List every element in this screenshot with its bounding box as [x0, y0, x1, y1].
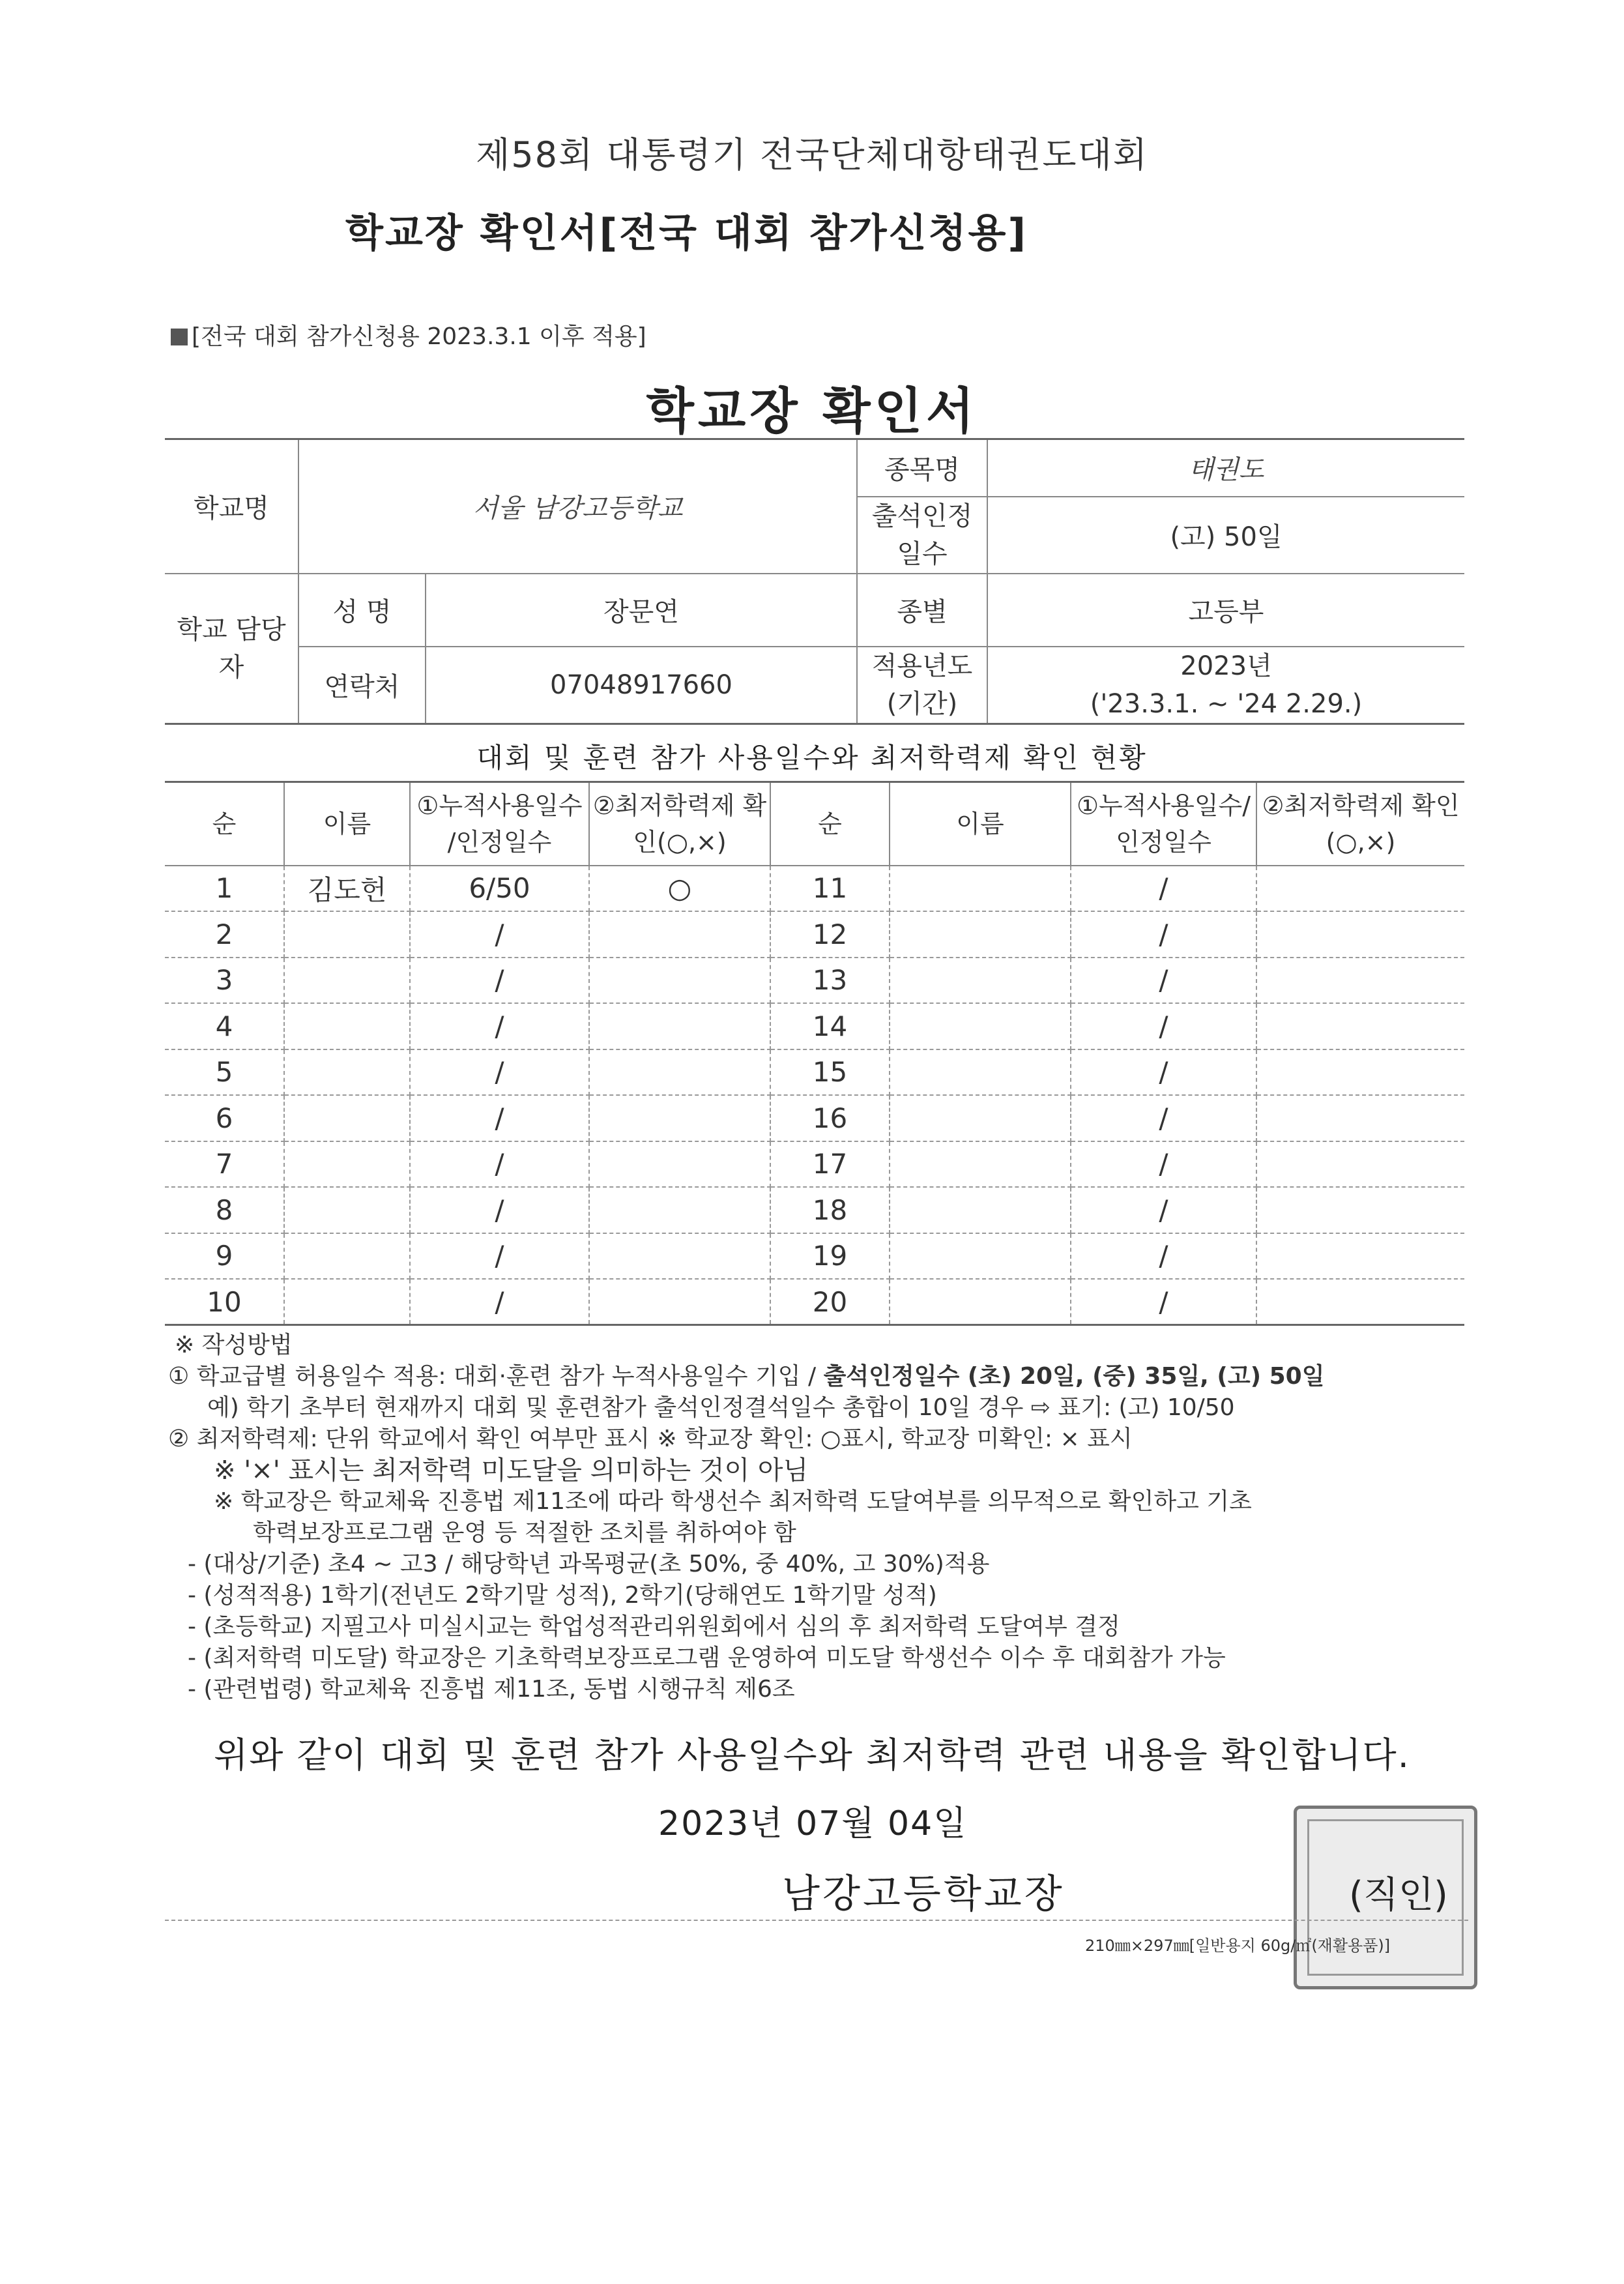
row-minimum-left	[589, 1003, 770, 1049]
row-days-right: /	[1071, 958, 1256, 1004]
row-minimum-left	[589, 911, 770, 958]
school-label: 학교명	[165, 439, 298, 574]
row-name-left	[284, 1233, 410, 1280]
row-minimum-right	[1256, 1141, 1464, 1188]
row-minimum-right	[1256, 1187, 1464, 1233]
row-days-right: /	[1071, 1095, 1256, 1141]
row-minimum-left	[589, 1095, 770, 1141]
principal-name: 남강고등학교장	[782, 1871, 1065, 1917]
method-line-1	[168, 1361, 1472, 1392]
attendance-label: 출석인정 일수	[857, 497, 987, 574]
table-row	[165, 911, 1464, 958]
table-row	[165, 958, 1464, 1004]
row-no-left: 2	[165, 911, 284, 958]
name-label: 성 명	[298, 574, 426, 647]
row-minimum-left	[589, 1279, 770, 1325]
row-name-right	[890, 1141, 1071, 1188]
row-no-right: 14	[770, 1003, 890, 1049]
row-name-left: 김도헌	[284, 866, 410, 912]
roster-header-row	[165, 782, 1464, 866]
row-days-left: /	[410, 1187, 589, 1233]
row-days-right: /	[1071, 866, 1256, 912]
row-no-right: 19	[770, 1233, 890, 1280]
table-row	[165, 1187, 1464, 1233]
row-minimum-left	[589, 1141, 770, 1188]
year-value: 2023년	[1180, 651, 1272, 681]
header-minimum-right: ②최저학력제 확인(○,×)	[1256, 782, 1464, 866]
method-line-1-text: ① 학교급별 허용일수 적용: 대회·훈련 참가 누적사용일수 기입 /	[168, 1363, 824, 1390]
row-no-left: 6	[165, 1095, 284, 1141]
footer-divider	[165, 1920, 1468, 1921]
row-no-left: 10	[165, 1279, 284, 1325]
row-minimum-left	[589, 958, 770, 1004]
row-days-left: /	[410, 911, 589, 958]
row-name-right	[890, 958, 1071, 1004]
row-no-right: 20	[770, 1279, 890, 1325]
row-minimum-right	[1256, 1279, 1464, 1325]
method-line-1-bold: 출석인정일수 (초) 20일, (중) 35일, (고) 50일	[823, 1363, 1325, 1390]
writing-method	[168, 1330, 1472, 1705]
paper-spec: 210㎜×297㎜[일반용지 60g/㎡(재활용품)]	[1085, 1937, 1391, 1955]
contact-person-label: 학교 담당자	[165, 574, 298, 724]
table-row	[165, 1049, 1464, 1096]
row-no-left: 5	[165, 1049, 284, 1096]
document-title: 학교장 확인서[전국 대회 참가신청용]	[345, 211, 1028, 256]
header-days-right: ①누적사용일수/ 인정일수	[1071, 782, 1256, 866]
row-no-right: 17	[770, 1141, 890, 1188]
school-value: 서울 남강고등학교	[298, 439, 857, 574]
row-days-right: /	[1071, 1003, 1256, 1049]
row-minimum-right	[1256, 1049, 1464, 1096]
row-name-right	[890, 911, 1071, 958]
method-title: ※ 작성방법	[175, 1332, 293, 1358]
phone-label: 연락처	[298, 647, 426, 724]
method-line-9: - (초등학교) 지필고사 미실시교는 학업성적관리위원회에서 심의 후 최저학력 도달여부 결정	[188, 1613, 1120, 1640]
row-name-left	[284, 1095, 410, 1141]
row-minimum-right	[1256, 958, 1464, 1004]
row-days-right: /	[1071, 1141, 1256, 1188]
row-minimum-right	[1256, 1233, 1464, 1280]
row-days-right: /	[1071, 1233, 1256, 1280]
header-days-left: ①누적사용일수 /인정일수	[410, 782, 589, 866]
row-days-right: /	[1071, 1187, 1256, 1233]
confirm-date: 2023년 07월 04일	[658, 1804, 968, 1843]
table-row	[165, 1095, 1464, 1141]
row-name-right	[890, 866, 1071, 912]
method-line-10: - (최저학력 미도달) 학교장은 기초학력보장프로그램 운영하여 미도달 학생선수 이수 후 대회참가 가능	[188, 1645, 1226, 1671]
method-line-7: - (대상/기준) 초4 ~ 고3 / 해당학년 과목평균(초 50%, 중 40%, 고 30%)적용	[188, 1551, 990, 1577]
method-line-5: ※ 학교장은 학교체육 진흥법 제11조에 따라 학생선수 최저학력 도달여부를 의무적으로 확인하고 기초	[214, 1488, 1252, 1515]
row-no-right: 15	[770, 1049, 890, 1096]
header-no-right: 순	[770, 782, 890, 866]
method-line-6: 학력보장프로그램 운영 등 적절한 조치를 취하여야 함	[253, 1519, 796, 1546]
header-name-left: 이름	[284, 782, 410, 866]
row-no-left: 8	[165, 1187, 284, 1233]
row-days-right: /	[1071, 911, 1256, 958]
confirm-statement: 위와 같이 대회 및 훈련 참가 사용일수와 최저학력 관련 내용을 확인합니다.	[214, 1735, 1410, 1776]
row-name-right	[890, 1279, 1071, 1325]
sport-label: 종목명	[857, 439, 987, 497]
row-name-left	[284, 1003, 410, 1049]
period-value: ('23.3.1. ~ '24 2.29.)	[1090, 688, 1363, 719]
apply-note	[171, 318, 646, 351]
row-minimum-right	[1256, 911, 1464, 958]
row-name-left	[284, 1049, 410, 1096]
table-row	[165, 1141, 1464, 1188]
school-info-table	[165, 438, 1464, 725]
method-line-4: ※ '×' 표시는 최저학력 미도달을 의미하는 것이 아님	[214, 1456, 809, 1486]
table-row	[165, 866, 1464, 912]
row-name-right	[890, 1187, 1071, 1233]
row-minimum-right	[1256, 1095, 1464, 1141]
row-minimum-left	[589, 1187, 770, 1233]
row-days-left: /	[410, 1003, 589, 1049]
row-no-left: 7	[165, 1141, 284, 1188]
row-name-left	[284, 1141, 410, 1188]
row-minimum-left	[589, 1049, 770, 1096]
row-days-left: /	[410, 958, 589, 1004]
year-label: 적용년도 (기간)	[857, 647, 987, 724]
seal-label: (직인)	[1349, 1874, 1448, 1916]
roster-section-title: 대회 및 훈련 참가 사용일수와 최저학력제 확인 현황	[476, 742, 1148, 774]
row-minimum-right	[1256, 866, 1464, 912]
row-minimum-right	[1256, 1003, 1464, 1049]
division-value: 고등부	[987, 574, 1464, 647]
row-days-left: /	[410, 1141, 589, 1188]
row-no-right: 12	[770, 911, 890, 958]
row-minimum-left	[589, 1233, 770, 1280]
year-cell	[987, 647, 1464, 724]
row-name-right	[890, 1003, 1071, 1049]
row-days-left: 6/50	[410, 866, 589, 912]
row-name-left	[284, 911, 410, 958]
square-bullet-icon	[171, 329, 188, 345]
row-name-left	[284, 1279, 410, 1325]
row-no-right: 13	[770, 958, 890, 1004]
row-no-left: 3	[165, 958, 284, 1004]
table-row	[165, 1233, 1464, 1280]
table-row	[165, 1003, 1464, 1049]
method-line-3: ② 최저학력제: 단위 학교에서 확인 여부만 표시 ※ 학교장 확인: ○표시, 학교장 미확인: × 표시	[168, 1426, 1133, 1452]
row-no-right: 16	[770, 1095, 890, 1141]
phone-value: 07048917660	[426, 647, 857, 724]
form-title: 학교장 확인서	[646, 382, 978, 440]
header-minimum-left: ②최저학력제 확인(○,×)	[589, 782, 770, 866]
row-days-right: /	[1071, 1049, 1256, 1096]
name-value: 장문연	[426, 574, 857, 647]
row-name-right	[890, 1233, 1071, 1280]
row-minimum-left: ○	[589, 866, 770, 912]
method-line-2: 예) 학기 초부터 현재까지 대회 및 훈련참가 출석인정결석일수 총합이 10일 경우 ⇨ 표기: (고) 10/50	[207, 1394, 1235, 1421]
event-title: 제58회 대통령기 전국단체대항태권도대회	[476, 134, 1148, 175]
row-no-right: 18	[770, 1187, 890, 1233]
roster-table	[165, 781, 1464, 1326]
row-days-left: /	[410, 1279, 589, 1325]
row-days-left: /	[410, 1049, 589, 1096]
row-days-right: /	[1071, 1279, 1256, 1325]
division-label: 종별	[857, 574, 987, 647]
header-no-left: 순	[165, 782, 284, 866]
attendance-value: (고) 50일	[987, 497, 1464, 574]
row-name-right	[890, 1049, 1071, 1096]
row-no-left: 9	[165, 1233, 284, 1280]
header-name-right: 이름	[890, 782, 1071, 866]
method-line-8: - (성적적용) 1학기(전년도 2학기말 성적), 2학기(당해연도 1학기말 성적)	[188, 1582, 937, 1609]
method-line-11: - (관련법령) 학교체육 진흥법 제11조, 동법 시행규칙 제6조	[188, 1676, 795, 1703]
row-days-left: /	[410, 1233, 589, 1280]
sport-value: 태권도	[987, 439, 1464, 497]
row-no-right: 11	[770, 866, 890, 912]
row-name-left	[284, 1187, 410, 1233]
table-row	[165, 1279, 1464, 1325]
row-days-left: /	[410, 1095, 589, 1141]
apply-note-text: [전국 대회 참가신청용 2023.3.1 이후 적용]	[192, 323, 646, 350]
row-no-left: 1	[165, 866, 284, 912]
row-no-left: 4	[165, 1003, 284, 1049]
row-name-right	[890, 1095, 1071, 1141]
row-name-left	[284, 958, 410, 1004]
